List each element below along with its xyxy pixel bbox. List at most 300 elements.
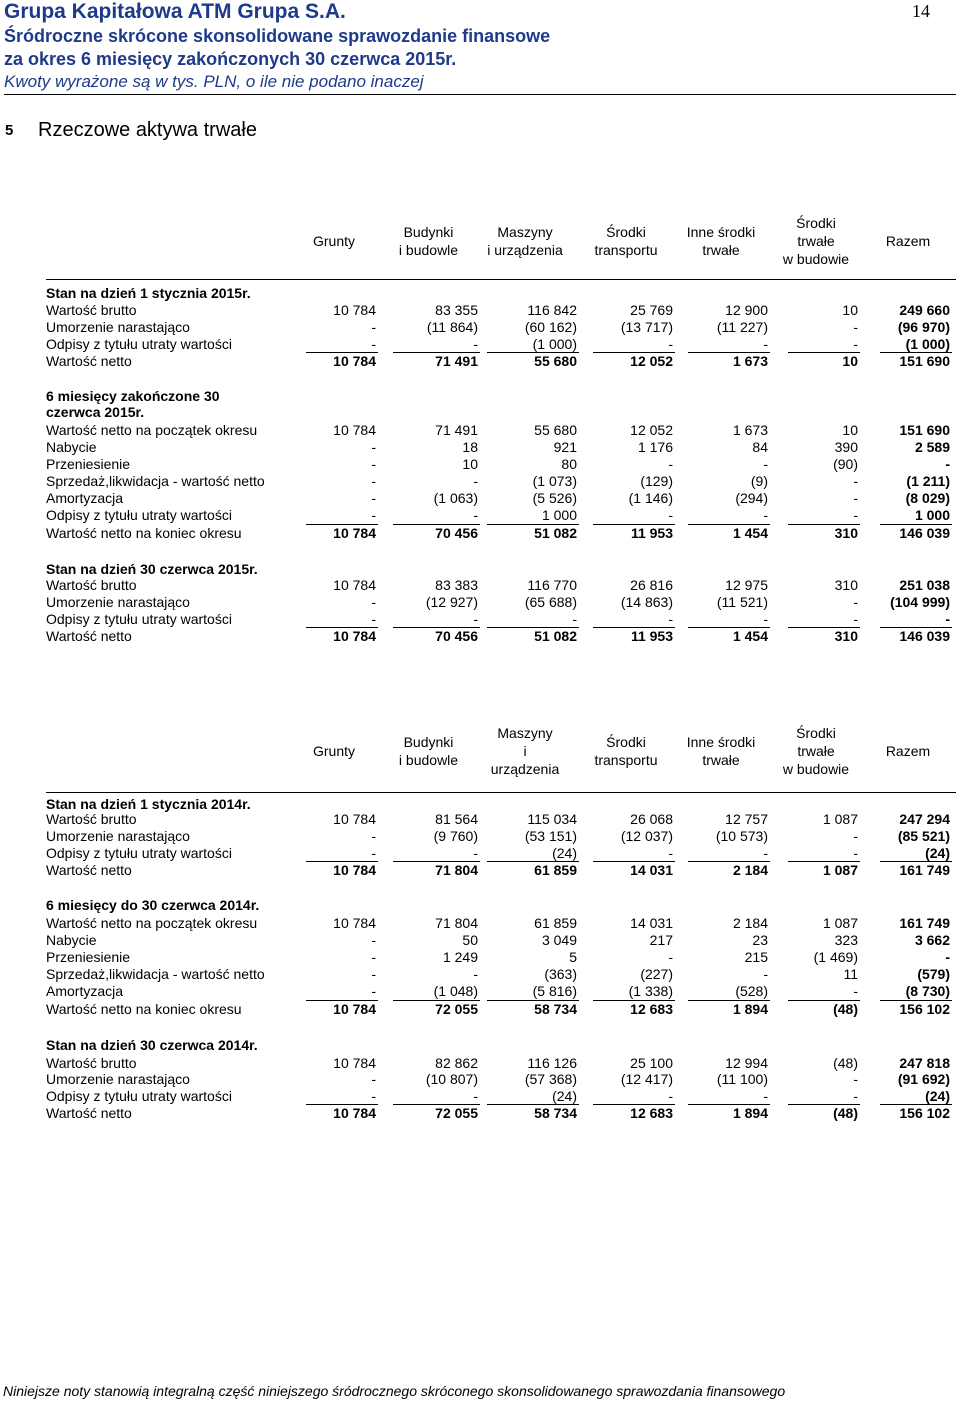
row-label: Wartość brutto [46, 577, 137, 593]
cell-value: 14 031 [630, 862, 673, 878]
table-row [46, 1105, 956, 1122]
cell-value: 1 894 [732, 1001, 768, 1017]
table-row [46, 932, 956, 949]
cell-value: (528) [735, 983, 768, 999]
cell-value: - [371, 611, 376, 627]
row-label: Umorzenie narastająco [46, 1071, 190, 1087]
row-label: Nabycie [46, 932, 97, 948]
cell-value: 81 564 [435, 811, 478, 827]
table-row [46, 525, 956, 542]
row-label: Odpisy z tytułu utraty wartości [46, 845, 232, 861]
cell-value: (10 573) [715, 828, 768, 844]
cell-value: (14 863) [620, 594, 673, 610]
table-row [46, 811, 956, 828]
cell-value: (5 526) [532, 490, 577, 506]
cell-value: - [371, 932, 376, 948]
cell-value: 72 055 [435, 1001, 478, 1017]
total-rule [593, 1000, 675, 1001]
cell-value: - [371, 336, 376, 352]
table-row [46, 490, 956, 507]
cell-value: - [668, 1088, 673, 1104]
cell-value: 390 [834, 439, 858, 455]
cell-value: 10 [462, 456, 478, 472]
cell-value: 116 770 [527, 577, 577, 593]
cell-value: (11 227) [716, 319, 768, 335]
table-row [46, 507, 956, 524]
cell-value: 116 126 [527, 1055, 577, 1071]
cell-value: (85 521) [897, 828, 950, 844]
row-label: Odpisy z tytułu utraty wartości [46, 336, 232, 352]
total-rule [487, 627, 579, 628]
row-label: Sprzedaż,likwidacja - wartość netto [46, 966, 265, 982]
table-row [46, 577, 956, 594]
row-label: Wartość netto na początek okresu [46, 915, 258, 931]
total-rule [880, 1000, 952, 1001]
column-header-line: w budowie [782, 251, 850, 267]
cell-value: (24) [552, 845, 577, 861]
cell-value: - [371, 507, 376, 523]
cell-value: (579) [917, 966, 950, 982]
cell-value: (90) [833, 456, 858, 472]
header-underline [46, 792, 956, 793]
total-rule [880, 524, 952, 525]
total-rule [393, 627, 480, 628]
section-title: Rzeczowe aktywa trwałe [38, 119, 257, 141]
row-label: Odpisy z tytułu utraty wartości [46, 1088, 232, 1104]
column-header-line: trwałe [797, 743, 835, 759]
column-header-line: trwałe [702, 752, 740, 768]
cell-value: 921 [553, 439, 577, 455]
column-header-line: i [523, 743, 527, 759]
cell-value: - [853, 611, 858, 627]
table-row [46, 628, 956, 645]
total-rule [788, 1104, 860, 1105]
cell-value: 61 859 [534, 915, 577, 931]
row-label: Umorzenie narastająco [46, 594, 190, 610]
row-label: Amortyzacja [46, 490, 124, 506]
cell-value: 71 804 [435, 915, 478, 931]
column-header-line: Grunty [312, 233, 355, 249]
header-divider [4, 94, 956, 95]
cell-value: 58 734 [534, 1105, 577, 1121]
total-rule [487, 524, 579, 525]
total-rule [880, 352, 952, 353]
cell-value: - [371, 490, 376, 506]
cell-value: - [473, 966, 478, 982]
cell-value: 1 087 [822, 862, 858, 878]
cell-value: 25 769 [630, 302, 673, 318]
cell-value: 26 068 [630, 811, 673, 827]
cell-value: 10 784 [333, 422, 376, 438]
table-row [46, 1055, 956, 1072]
column-header-line: Razem [885, 743, 931, 759]
table-row [46, 473, 956, 490]
column-header-line: Środki [796, 725, 836, 741]
cell-value: 146 039 [899, 628, 950, 644]
total-rule [306, 1000, 378, 1001]
cell-value: 1 000 [541, 507, 577, 523]
cell-value: (363) [544, 966, 577, 982]
cell-value: 156 102 [899, 1105, 950, 1121]
row-label: Wartość netto na koniec okresu [46, 525, 242, 541]
cell-value: 1 673 [732, 353, 768, 369]
cell-value: - [763, 336, 768, 352]
column-header-line: transportu [594, 242, 658, 258]
cell-value: 12 052 [630, 422, 673, 438]
cell-value: 1 176 [637, 439, 673, 455]
cell-value: 84 [752, 439, 768, 455]
cell-value: 51 082 [534, 525, 577, 541]
row-label: Stan na dzień 30 czerwca 2014r. [46, 1037, 258, 1053]
cell-value: - [853, 319, 858, 335]
cell-value: - [763, 507, 768, 523]
total-rule [593, 1104, 675, 1105]
cell-value: 323 [834, 932, 858, 948]
cell-value: 10 784 [333, 628, 376, 644]
row-label: Umorzenie narastająco [46, 828, 190, 844]
currency-note: Kwoty wyrażone są w tys. PLN, o ile nie podano inaczej [4, 72, 424, 91]
cell-value: - [473, 336, 478, 352]
cell-value: 12 994 [725, 1055, 768, 1071]
cell-value: 10 784 [333, 525, 376, 541]
table-row [46, 949, 956, 966]
cell-value: 151 690 [899, 422, 950, 438]
cell-value: - [763, 966, 768, 982]
cell-value: - [945, 949, 950, 965]
cell-value: - [668, 949, 673, 965]
row-label: Wartość brutto [46, 1055, 137, 1071]
cell-value: - [668, 456, 673, 472]
cell-value: 23 [752, 932, 768, 948]
total-rule [393, 861, 480, 862]
cell-value: 1 454 [732, 525, 768, 541]
column-header-line: Razem [885, 233, 931, 249]
total-rule [393, 352, 480, 353]
cell-value: 12 683 [630, 1001, 673, 1017]
cell-value: 10 784 [333, 1055, 376, 1071]
section-row-heading [46, 897, 956, 914]
cell-value: 310 [834, 577, 858, 593]
cell-value: 12 683 [630, 1105, 673, 1121]
cell-value: (24) [925, 845, 950, 861]
cell-value: (13 717) [620, 319, 673, 335]
table-row [46, 1071, 956, 1088]
row-label: 6 miesięcy do 30 czerwca 2014r. [46, 897, 260, 913]
cell-value: (48) [833, 1055, 858, 1071]
cell-value: - [572, 611, 577, 627]
column-header-line: Budynki [403, 734, 454, 750]
column-header [284, 232, 384, 250]
total-rule [788, 627, 860, 628]
column-header-line: transportu [594, 752, 658, 768]
cell-value: 10 784 [333, 1105, 376, 1121]
cell-value: - [668, 336, 673, 352]
section-row-heading [46, 404, 956, 421]
column-header-line: Środki [606, 224, 646, 240]
cell-value: - [763, 1088, 768, 1104]
table-row [46, 336, 956, 353]
report-title: Śródroczne skrócone skonsolidowane sprawozdanie finansowe [4, 26, 551, 46]
cell-value: - [945, 456, 950, 472]
total-rule [788, 352, 860, 353]
section-row-heading [46, 1037, 956, 1054]
cell-value: 18 [462, 439, 478, 455]
cell-value: 247 818 [899, 1055, 950, 1071]
cell-value: (12 417) [620, 1071, 673, 1087]
cell-value: - [668, 611, 673, 627]
total-rule [593, 627, 675, 628]
cell-value: (53 151) [524, 828, 577, 844]
column-header-line: urządzenia [490, 761, 560, 777]
column-header-line: Budynki [403, 224, 454, 240]
cell-value: - [371, 966, 376, 982]
row-label: czerwca 2015r. [46, 404, 145, 420]
cell-value: (11 864) [426, 319, 478, 335]
total-rule [688, 352, 770, 353]
column-header [858, 742, 958, 760]
table-row [46, 353, 956, 370]
section-number: 5 [5, 122, 14, 139]
column-header [284, 742, 384, 760]
cell-value: (9 760) [433, 828, 478, 844]
cell-value: - [473, 473, 478, 489]
row-label: Sprzedaż,likwidacja - wartość netto [46, 473, 265, 489]
cell-value: 1 000 [914, 507, 950, 523]
total-rule [880, 1104, 952, 1105]
row-label: Odpisy z tytułu utraty wartości [46, 611, 232, 627]
cell-value: - [853, 845, 858, 861]
cell-value: 1 673 [732, 422, 768, 438]
column-header [766, 724, 866, 778]
total-rule [593, 524, 675, 525]
cell-value: - [853, 983, 858, 999]
cell-value: (10 807) [425, 1071, 478, 1087]
row-label: Wartość brutto [46, 811, 137, 827]
column-header-line: trwałe [797, 233, 835, 249]
cell-value: (24) [925, 1088, 950, 1104]
cell-value: 55 680 [534, 353, 577, 369]
total-rule [880, 627, 952, 628]
column-header-line: Inne środki [686, 224, 756, 240]
total-rule [788, 524, 860, 525]
total-rule [788, 1000, 860, 1001]
total-rule [393, 524, 480, 525]
column-header-line: Grunty [312, 743, 355, 759]
total-rule [393, 1000, 480, 1001]
cell-value: 116 842 [527, 302, 577, 318]
cell-value: 2 589 [914, 439, 950, 455]
section-row-heading [46, 561, 956, 578]
cell-value: (24) [552, 1088, 577, 1104]
cell-value: 161 749 [899, 915, 950, 931]
cell-value: 80 [561, 456, 577, 472]
total-rule [688, 861, 770, 862]
cell-value: (91 692) [897, 1071, 950, 1087]
cell-value: 151 690 [899, 353, 950, 369]
table-row [46, 1001, 956, 1018]
cell-value: - [853, 507, 858, 523]
cell-value: - [763, 611, 768, 627]
cell-value: 2 184 [732, 915, 768, 931]
table-row [46, 828, 956, 845]
column-header-line: Inne środki [686, 734, 756, 750]
total-rule [688, 1000, 770, 1001]
cell-value: 1 249 [442, 949, 478, 965]
cell-value: 50 [462, 932, 478, 948]
cell-value: 217 [649, 932, 673, 948]
cell-value: - [371, 439, 376, 455]
cell-value: - [853, 473, 858, 489]
cell-value: 115 034 [527, 811, 577, 827]
cell-value: (11 521) [716, 594, 768, 610]
cell-value: 83 355 [435, 302, 478, 318]
total-rule [306, 861, 378, 862]
cell-value: (11 100) [716, 1071, 768, 1087]
cell-value: - [371, 1088, 376, 1104]
cell-value: 25 100 [630, 1055, 673, 1071]
table-row [46, 1088, 956, 1105]
cell-value: 12 052 [630, 353, 673, 369]
cell-value: - [473, 611, 478, 627]
column-header-line: trwałe [702, 242, 740, 258]
cell-value: 1 894 [732, 1105, 768, 1121]
cell-value: 2 184 [732, 862, 768, 878]
cell-value: 5 [569, 949, 577, 965]
cell-value: 58 734 [534, 1001, 577, 1017]
cell-value: (1 469) [813, 949, 858, 965]
cell-value: 1 454 [732, 628, 768, 644]
report-period: za okres 6 miesięcy zakończonych 30 czerwca 2015r. [4, 49, 457, 69]
total-rule [880, 861, 952, 862]
cell-value: 1 087 [822, 915, 858, 931]
section-row-heading [46, 285, 956, 302]
cell-value: (1 146) [628, 490, 673, 506]
column-header-line: w budowie [782, 761, 850, 777]
cell-value: 10 784 [333, 353, 376, 369]
cell-value: 72 055 [435, 1105, 478, 1121]
cell-value: - [473, 507, 478, 523]
total-rule [593, 861, 675, 862]
column-header-line: i urządzenia [487, 242, 563, 258]
total-rule [487, 1104, 579, 1105]
cell-value: - [763, 456, 768, 472]
column-header-line: i budowle [398, 242, 459, 258]
cell-value: 10 [842, 422, 858, 438]
column-header-line: Środki [606, 734, 646, 750]
company-name: Grupa Kapitałowa ATM Grupa S.A. [4, 0, 346, 23]
cell-value: 12 975 [725, 577, 768, 593]
cell-value: 10 784 [333, 915, 376, 931]
cell-value: 10 [842, 353, 858, 369]
cell-value: 3 049 [541, 932, 577, 948]
cell-value: (1 063) [433, 490, 478, 506]
column-header-line: Środki [796, 215, 836, 231]
cell-value: (1 073) [532, 473, 577, 489]
cell-value: - [371, 983, 376, 999]
cell-value: (12 927) [425, 594, 478, 610]
cell-value: - [853, 594, 858, 610]
table-row [46, 845, 956, 862]
cell-value: 71 491 [435, 422, 478, 438]
cell-value: - [371, 1071, 376, 1087]
cell-value: 82 862 [435, 1055, 478, 1071]
cell-value: 156 102 [899, 1001, 950, 1017]
cell-value: (48) [833, 1105, 858, 1121]
column-header [766, 214, 866, 268]
cell-value: - [371, 456, 376, 472]
cell-value: - [853, 828, 858, 844]
cell-value: - [371, 845, 376, 861]
cell-value: (57 368) [524, 1071, 577, 1087]
table-row [46, 862, 956, 879]
cell-value: (227) [640, 966, 673, 982]
column-header [465, 223, 585, 259]
column-header-line: i budowle [398, 752, 459, 768]
header-underline [46, 279, 956, 280]
column-header [858, 232, 958, 250]
cell-value: 11 953 [630, 628, 673, 644]
cell-value: (60 162) [524, 319, 577, 335]
total-rule [306, 352, 378, 353]
cell-value: 10 784 [333, 302, 376, 318]
table-row [46, 915, 956, 932]
cell-value: 10 784 [333, 811, 376, 827]
table-row [46, 456, 956, 473]
cell-value: - [473, 1088, 478, 1104]
cell-value: (1 211) [906, 473, 950, 489]
cell-value: (104 999) [890, 594, 950, 610]
cell-value: 215 [744, 949, 768, 965]
column-header [571, 223, 681, 259]
cell-value: 10 784 [333, 862, 376, 878]
row-label: Przeniesienie [46, 456, 131, 472]
row-label: Wartość netto [46, 862, 132, 878]
table-row [46, 611, 956, 628]
total-rule [593, 352, 675, 353]
cell-value: 71 491 [435, 353, 478, 369]
cell-value: (8 029) [905, 490, 950, 506]
cell-value: - [371, 949, 376, 965]
cell-value: - [853, 1071, 858, 1087]
cell-value: 146 039 [899, 525, 950, 541]
total-rule [487, 1000, 579, 1001]
table-row [46, 983, 956, 1000]
cell-value: 3 662 [914, 932, 950, 948]
row-label: Wartość brutto [46, 302, 137, 318]
cell-value: 310 [834, 525, 858, 541]
row-label: Stan na dzień 1 stycznia 2014r. [46, 796, 251, 812]
cell-value: 10 784 [333, 1001, 376, 1017]
table-row [46, 439, 956, 456]
table-row [46, 966, 956, 983]
cell-value: (294) [735, 490, 768, 506]
cell-value: 12 757 [725, 811, 768, 827]
cell-value: 161 749 [899, 862, 950, 878]
row-label: Wartość netto [46, 353, 132, 369]
cell-value: (96 970) [897, 319, 950, 335]
cell-value: 70 456 [435, 525, 478, 541]
cell-value: 11 [843, 966, 858, 982]
total-rule [393, 1104, 480, 1105]
cell-value: (1 338) [628, 983, 673, 999]
cell-value: - [945, 611, 950, 627]
row-label: Stan na dzień 1 stycznia 2015r. [46, 285, 251, 301]
total-rule [306, 1104, 378, 1105]
total-rule [688, 524, 770, 525]
column-header-line: Maszyny [497, 224, 553, 240]
total-rule [487, 861, 579, 862]
cell-value: 11 953 [630, 525, 673, 541]
